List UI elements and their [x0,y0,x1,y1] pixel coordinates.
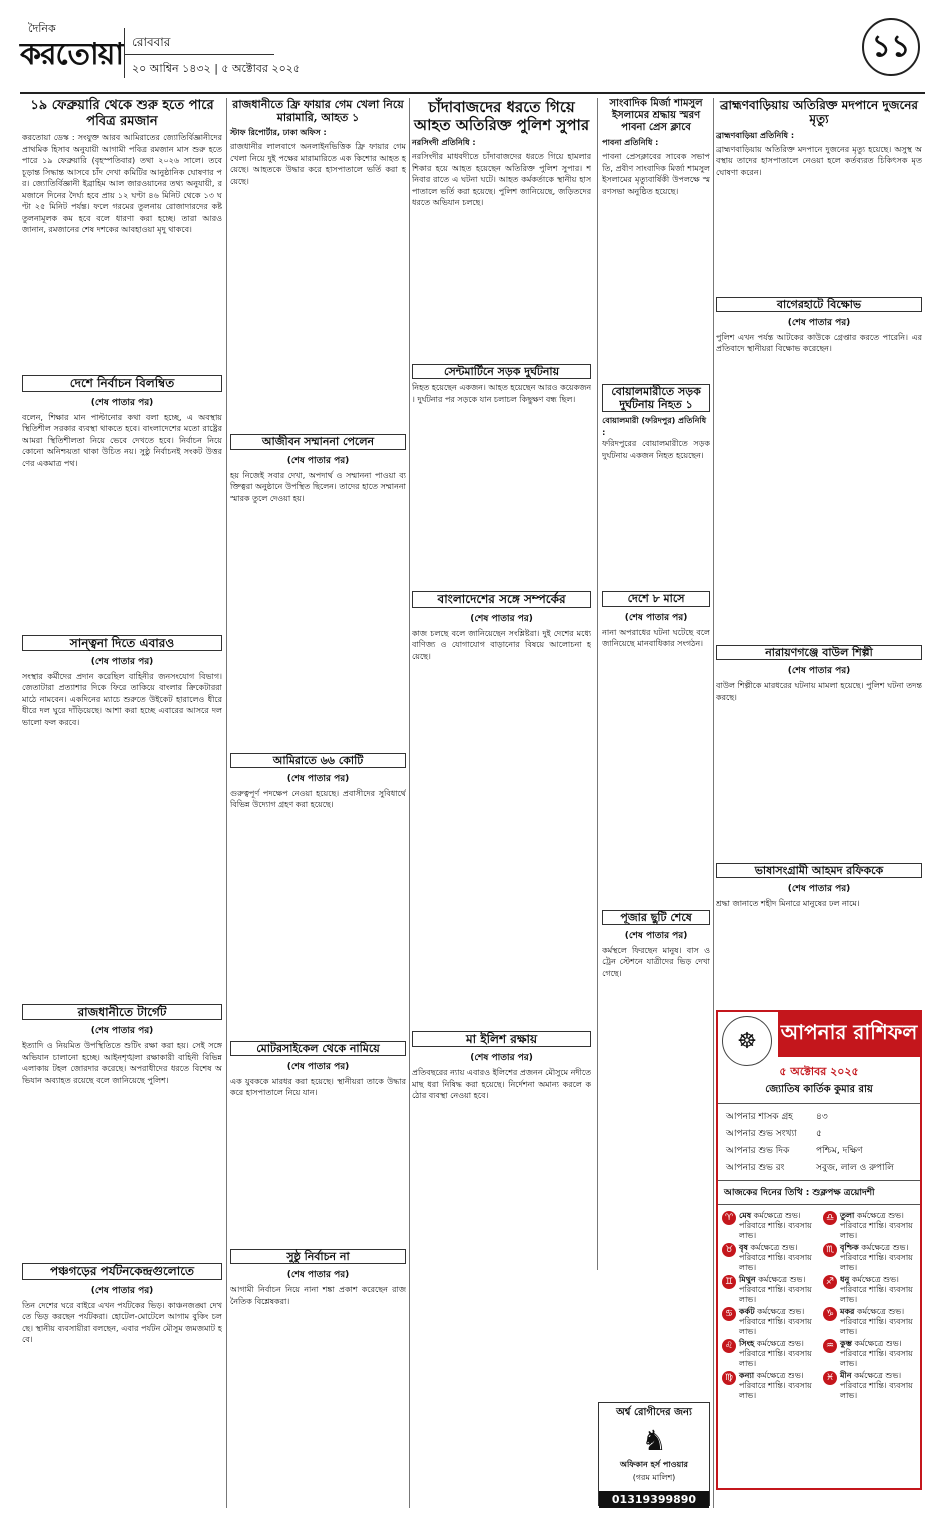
continued-label: (শেষ পাতার পর) [787,666,851,677]
zodiac-entry [722,1371,815,1401]
sign-text: কর্মক্ষেত্রে শুভ। পরিবারে শান্তি। ব্যবসায় লাভ। [739,1371,812,1400]
headline: চাঁদাবাজদের ধরতে গিয়ে আহত অতিরিক্ত পুলিশ সুপার [413,98,590,134]
article-body: তিন দেশের ঘরে বাইরে এখন পর্যটকের ভিড়। কাঞ্চনজঙ্ঘা দেখতে ভিড় করছেন পর্যটকরা। হোটেল-মোটেলে আগাম বুকিং চলছে। স্থানীয় ব্যবসায়ীরা বলছেন, এবার পর্যটন মৌসুম জমজমাট হবে। [22,1300,222,1345]
cancer-icon: ♋ [722,1307,736,1321]
horse-icon: ♞ [641,1424,667,1457]
horoscope-title: আপনার রাশিফল [778,1012,920,1057]
row-key: আপনার শুভ রং [726,1163,785,1173]
byline: বোয়ালমারী (ফরিদপুর) প্রতিনিধি : [602,416,707,438]
sign-text: কর্মক্ষেত্রে শুভ। পরিবারে শান্তি। ব্যবসায় লাভ। [739,1211,812,1240]
article-body: নরসিংদীর মাধবদীতে চাঁদাবাজদের ধরতে গিয়ে হামলার শিকার হয়ে আহত হয়েছেন অতিরিক্ত পুলিশ সুপার। শনিবার রাতে এ ঘটনা ঘটে। আহত কর্মকর্তাকে স্থানীয় হাসপাতালে ভর্তি করা হয়েছে। পুলিশ জানিয়েছে, জড়িতদের ধরতে অভিযান চলছে। [412,152,592,207]
row-key: আপনার শাসক গ্রহ [726,1112,793,1122]
zodiac-column-left [718,1209,819,1403]
article-body: ফরিদপুরের বোয়ালমারীতে সড়ক দুর্ঘটনায় একজন নিহত হয়েছেন। [602,439,710,460]
continued-label: (শেষ পাতার পর) [286,1061,350,1072]
sign-text: কর্মক্ষেত্রে শুভ। পরিবারে শান্তি। ব্যবসায় লাভ। [739,1307,812,1336]
headline: মোটরসাইকেল থেকে নামিয়ে [230,1041,406,1056]
headline: ব্রাহ্মণবাড়িয়ায় অতিরিক্ত মদপানে দুজনের মৃত্যু [719,98,919,127]
headline: আমিরাতে ৬৬ কোটি [230,753,406,768]
gemini-icon: ♊ [722,1275,736,1289]
headline: সুষ্ঠু নির্বাচন না [230,1249,406,1264]
article-body: বাউল শিল্পীকে মারধরের ঘটনায় মামলা হয়েছে। পুলিশ ঘটনা তদন্ত করছে। [716,681,922,702]
headline: পঞ্চগড়ের পর্যটনকেন্দ্রগুলোতে [22,1263,222,1279]
byline: স্টাফ রিপোর্টার, ঢাকা অফিস : [230,128,327,138]
sign-name: সিংহ [739,1339,755,1348]
masthead-divider [124,28,125,78]
horoscope-row [718,1142,920,1159]
sign-text: কর্মক্ষেত্রে শুভ। পরিবারে শান্তি। ব্যবসায় লাভ। [840,1371,913,1400]
sign-name: কুম্ভ [840,1339,852,1348]
article-body: কর্মস্থলে ফিরছেন মানুষ। বাস ও ট্রেন স্টেশনে যাত্রীদের ভিড় দেখা গেছে। [602,945,710,978]
continued-label: (শেষ পাতার পর) [470,613,533,624]
headline: পূজার ছুটি শেষে [602,910,710,925]
zodiac-entry [722,1307,815,1337]
horoscope-row [718,1108,920,1125]
article-body: এক যুবককে মারধর করা হয়েছে। স্থানীয়রা তাকে উদ্ধার করে হাসপাতালে নিয়ে যান। [230,1076,406,1098]
sign-name: মেষ [739,1211,752,1220]
sign-text: কর্মক্ষেত্রে শুভ। পরিবারে শান্তি। ব্যবসায় লাভ। [840,1243,913,1272]
sign-name: তুলা [840,1211,855,1220]
article-body: হয় নিজেই সবার দেখা, অপদার্থ ও সম্মাননা পাওয়া ব্যক্তিত্বরা অনুষ্ঠানে উপস্থিত ছিলেন। তাদের হাতে সম্মাননা স্মারক তুলে দেওয়া হয়। [230,470,406,503]
logo-text: করতোয়া [20,37,124,72]
column-2 [230,98,406,1457]
headline: বোয়ালমারীতে সড়ক দুর্ঘটনায় নিহত ১ [602,384,710,412]
headline: সান্ত্বনা দিতে এবারও [22,635,222,651]
headline: দেশে ৮ মাসে [602,591,710,606]
scorpio-icon: ♏ [823,1243,837,1257]
headline: মা ইলিশ রক্ষায় [412,1031,591,1047]
virgo-icon: ♍ [722,1371,736,1385]
logo [20,20,124,72]
continued-label: (শেষ পাতার পর) [90,397,154,408]
astrologer-name: জ্যোতিষ কার্তিক কুমার রায় [765,1084,873,1095]
zodiac-entry [722,1211,815,1241]
headline: সেন্টমার্টিনে সড়ক দুর্ঘটনায় [412,364,591,379]
headline: ভাষাসংগ্রামী আহমদ রফিককে [716,863,922,878]
divider [718,1180,920,1181]
headline: বাংলাদেশের সঙ্গে সম্পর্কের [412,591,591,607]
zodiac-signs [718,1209,920,1403]
horoscope-date: ৫ অক্টোবর ২০২৫ [779,1065,859,1078]
zodiac-entry [823,1275,916,1305]
zodiac-entry [823,1339,916,1369]
sign-name: মীন [840,1371,852,1380]
row-key: আপনার শুভ সংখ্যা [726,1129,797,1139]
ad-phone: 01319399890 [599,1491,709,1508]
sign-name: বৃষ [739,1243,748,1252]
article-body: প্রতিবছরের ন্যায় এবারও ইলিশের প্রজনন মৌসুমে নদীতে মাছ ধরা নিষিদ্ধ করা হয়েছে। নির্দেশনা অমান্য করলে কঠোর ব্যবস্থা নেওয়া হবে। [412,1068,592,1101]
continued-label: (শেষ পাতার পর) [286,455,350,466]
article-body: নিহত হয়েছেন একজন। আহত হয়েছেন আরও কয়েকজন। দুর্ঘটনার পর সড়কে যান চলাচল কিছুক্ষণ বন্ধ ছিল। [412,383,592,404]
continued-label: (শেষ পাতার পর) [286,773,350,784]
byline: পাবনা প্রতিনিধি : [602,138,659,147]
continued-label: (শেষ পাতার পর) [470,1053,533,1064]
article-body: ইত্যাদি ও নিয়মিত উপস্থিতিতে শুটিং রক্ষা করা হয়। সেই সঙ্গে অভিযান চালানো হচ্ছে। আইনশৃঙ্খলা রক্ষাকারী বাহিনী বিভিন্ন এলাকায় টহল জোরদার করেছে। অপরাধীদের ধরতে বিশেষ অভিযান অব্যাহত রয়েছে বলে জানিয়েছে পুলিশ। [22,1041,222,1085]
horoscope-row [718,1125,920,1142]
sign-name: মকর [840,1307,855,1316]
sign-name: মিথুন [739,1275,756,1284]
sign-text: কর্মক্ষেত্রে শুভ। পরিবারে শান্তি। ব্যবসায় লাভ। [739,1339,812,1368]
zodiac-entry [722,1339,815,1369]
aries-icon: ♈ [722,1211,736,1225]
headline: বাগেরহাটে বিক্ষোভ [716,297,922,312]
taurus-icon: ♉ [722,1243,736,1257]
headline: সাংবাদিক মির্জা শামসুল ইসলামের শ্রদ্ধায় স্মরণ পাবনা প্রেস ক্লাবে [609,98,703,133]
pisces-icon: ♓ [823,1371,837,1385]
continued-label: (শেষ পাতার পর) [90,1285,154,1296]
article-body: কাজ চলছে বলে জানিয়েছেন সংশ্লিষ্টরা। দুই দেশের মধ্যে বাণিজ্য ও যোগাযোগ বাড়ানোর বিষয়ে আলোচনা হয়েছে। [412,628,592,661]
column-1 [22,98,222,1513]
day-name: রোববার [132,35,171,49]
column-3 [412,98,710,1270]
article-body: পুলিশ এখন পর্যন্ত আটকের কাউকে গ্রেপ্তার করতে পারেনি। এর প্রতিবাদে স্থানীয়রা বিক্ষোভ করেছেন। [716,332,922,354]
article-body: ব্রাহ্মণবাড়িয়ায় অতিরিক্ত মদপানে দুজনের মৃত্যু হয়েছে। অসুস্থ অবস্থায় তাদের হাসপাতালে নেওয়া হলে কর্তব্যরত চিকিৎসক মৃত ঘোষণা করেন। [716,144,922,177]
sign-name: কন্যা [739,1371,755,1380]
continued-label: (শেষ পাতার পর) [624,930,688,941]
row-value: পশ্চিম, দক্ষিণ [816,1146,863,1156]
headline: ১৯ ফেব্রুয়ারি থেকে শুরু হতে পারে পবিত্র রমজান [30,98,214,129]
headline: রাজধানীতে ফ্রি ফায়ার গেম খেলা নিয়ে মারামারি, আহত ১ [232,98,404,125]
headline: নারায়ণগঞ্জে বাউল শিল্পী [716,645,922,660]
column-4 [716,98,922,1021]
aquarius-icon: ♒ [823,1339,837,1353]
header-rule [20,92,925,94]
column-rule [226,98,227,1508]
article-body: সংস্থার কর্মীদের প্রদান করেছিল বাহিনীর জনসংযোগ বিভাগ। জেতাটারা প্রত্যাশার দিকে ফিরে তাকিয়ে বাংলার ক্রিকেটাররা মাঠে নামবেন। একদিনের ম্যাচে শুরুতে উইকেট হারালেও ধীরে ধীরে দল ঘুরে দাঁড়িয়েছে। আশা করা হচ্ছে এবারের আসরে দল ভালো ফল করবে। [22,671,222,727]
continued-label: (শেষ পাতার পর) [90,656,154,667]
date-line: ২০ আশ্বিন ১৪৩২ | ৫ অক্টোবর ২০২৫ [132,62,301,75]
column-rule [713,98,714,1508]
byline: ব্রাহ্মণবাড়িয়া প্রতিনিধি : [716,130,795,140]
headline: আজীবন সম্মাননা পেলেন [230,434,406,449]
ad-subtitle: (গরম মালিশ) [632,1473,676,1482]
column-rule [409,98,410,1508]
headline: রাজধানীতে টার্গেট [22,1004,222,1020]
zodiac-entry [722,1243,815,1273]
sign-text: কর্মক্ষেত্রে শুভ। পরিবারে শান্তি। ব্যবসায় লাভ। [840,1211,913,1240]
leo-icon: ♌ [722,1339,736,1353]
row-key: আপনার শুভ দিক [726,1146,790,1156]
masthead [0,0,945,92]
zodiac-wheel-icon: ☸ [722,1016,772,1066]
masthead-rule [124,54,274,55]
divider [718,1204,920,1205]
page-number: ১১ [862,18,920,76]
divider [718,1103,920,1104]
libra-icon: ♎ [823,1211,837,1225]
row-value: সবুজ, লাল ও রুপালি [816,1163,895,1173]
sign-name: কর্কট [739,1307,755,1316]
advertisement [598,1402,710,1506]
zodiac-entry [823,1243,916,1273]
sign-text: কর্মক্ষেত্রে শুভ। পরিবারে শান্তি। ব্যবসায় লাভ। [739,1275,812,1304]
zodiac-entry [722,1275,815,1305]
horoscope-row [718,1159,920,1176]
article-body: করতোয়া ডেস্ক : সংযুক্ত আরব আমিরাতের জ্যোতির্বিজ্ঞানীদের প্রাথমিক হিসাব অনুযায়ী আগামী পবিত্র রমজান মাস শুরু হতে পারে ১৯ ফেব্রুয়ারি (বৃহস্পতিবার) তথা ২০২৬ সালে। তবে চূড়ান্ত সিদ্ধান্ত আসবে চাঁদ দেখা কমিটির আনুষ্ঠানিক ঘোষণার পর। জ্যোতির্বিজ্ঞানী ইব্রাহিম আল জারওয়ানের তথ্য অনুযায়ী, রমজানে দিনের দৈর্ঘ্য হবে প্রায় ১২ ঘণ্টা ৪৬ মিনিট থেকে ১৩ ঘণ্টা ২৫ মিনিট পর্যন্ত। ফলে গরমের তুলনায় রোজাদারদের কষ্ট তুলনামূলক কম হবে বলে ধারণা করা হচ্ছে। তারা আরও জানান, রমজানের শেষ দশকের আবহাওয়া মৃদু থাকবে। [22,133,222,235]
continued-label: (শেষ পাতার পর) [787,317,851,328]
article-body: আগামী নির্বাচন নিয়ে নানা শঙ্কা প্রকাশ করেছেন রাজনৈতিক বিশ্লেষকরা। [230,1285,406,1306]
byline: নরসিংদী প্রতিনিধি : [412,138,476,147]
continued-label: (শেষ পাতার পর) [90,1026,154,1037]
zodiac-entry [823,1211,916,1241]
sign-text: কর্মক্ষেত্রে শুভ। পরিবারে শান্তি। ব্যবসায় লাভ। [840,1339,913,1368]
tithi-line: আজকের দিনের তিথি : শুক্লপক্ষ ত্রয়োদশী [724,1188,875,1198]
headline: দেশে নির্বাচন বিলম্বিত [22,375,222,391]
sign-text: কর্মক্ষেত্রে শুভ। পরিবারে শান্তি। ব্যবসায় লাভ। [840,1307,913,1336]
sign-name: বৃশ্চিক [840,1243,859,1252]
article-body: বলেন, শিক্ষার মান পাল্টানোর কথা বলা হচ্ছে, এ অবস্থায় স্থিতিশীল সরকার ব্যবস্থা থাকতে হবে। বাংলাদেশের মতো রাষ্ট্রের আমরা স্থিতিশীলতা নিয়ে ভেবে দেখতে হবে। নির্বাচন নিয়ে কোনো অনিশ্চয়তা থাকা উচিত নয়। সুষ্ঠু নির্বাচনই সংকট উত্তরণের একমাত্র পথ। [22,412,222,468]
article-body: পাবনা প্রেসক্লাবের সাবেক সভাপতি, প্রবীণ সাংবাদিক মির্জা শামসুল ইসলামের মৃত্যুবার্ষিকী উপলক্ষে স্মরণসভা অনুষ্ঠিত হয়েছে। [602,152,710,196]
continued-label: (শেষ পাতার পর) [787,884,851,895]
sagittarius-icon: ♐ [823,1275,837,1289]
sign-text: কর্মক্ষেত্রে শুভ। পরিবারে শান্তি। ব্যবসায় লাভ। [840,1275,913,1304]
article-body: রাজধানীর লালবাগে অনলাইনভিত্তিক ফ্রি ফায়ার গেম খেলা নিয়ে দুই পক্ষের মারামারিতে এক কিশোর আহত হয়েছে। আহতকে উদ্ধার করে হাসপাতালে ভর্তি করা হয়েছে। [230,142,406,186]
article-body: শ্রদ্ধা জানাতে শহীদ মিনারে মানুষের ঢল নামে। [716,899,860,909]
article-body: গুরুত্বপূর্ণ পদক্ষেপ নেওয়া হয়েছে। প্রবাসীদের সুবিধার্থে বিভিন্ন উদ্যোগ গ্রহণ করা হয়েছে। [230,788,406,810]
continued-label: (শেষ পাতার পর) [624,612,688,623]
row-value: ৫ [816,1129,822,1139]
continued-label: (শেষ পাতার পর) [286,1270,350,1281]
zodiac-entry [823,1307,916,1337]
logo-small-text: দৈনিক [28,22,56,35]
sign-text: কর্মক্ষেত্রে শুভ। পরিবারে শান্তি। ব্যবসায় লাভ। [739,1243,812,1272]
row-value: ৪৩ [816,1112,828,1122]
horoscope-box [716,1010,922,1490]
capricorn-icon: ♑ [823,1307,837,1321]
article-body: নানা অপরাধের ঘটনা ঘটেছে বলে জানিয়েছে মানবাধিকার সংগঠন। [602,627,710,649]
zodiac-column-right [819,1209,920,1403]
sign-name: ধনু [840,1275,850,1284]
ad-headline: অর্শ্ব রোগীদের জন্য [616,1407,692,1418]
ad-product: অফিকান হর্স পাওয়ার [620,1460,688,1469]
zodiac-entry [823,1371,916,1401]
